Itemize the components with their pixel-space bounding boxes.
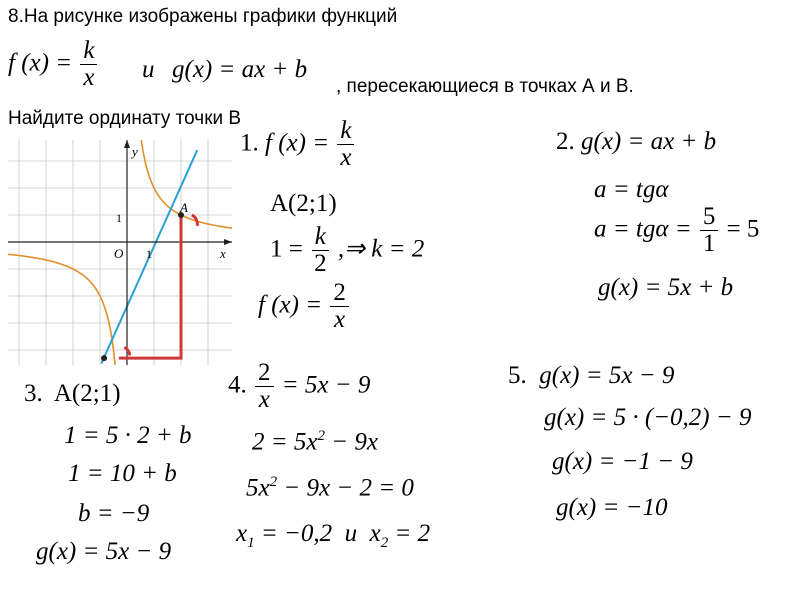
function-graph — [8, 140, 232, 365]
point-b — [101, 355, 107, 361]
step4-roots: $x_1 = -0,2$ и $x_2 = 2$ — [236, 520, 431, 551]
step4-line2: $2 = 5x^2 - 9x$ — [252, 428, 378, 456]
step5-line1: 5. g(x) = 5x − 9 — [508, 362, 675, 389]
step5-line4: g(x) = −10 — [556, 494, 668, 521]
g-definition: g(x) = ax + b — [172, 56, 308, 83]
problem-title: 8.На рисунке изображены графики функций — [8, 6, 398, 27]
problem-question: Найдите ординату точки В — [8, 108, 242, 129]
step3-line1: 1 = 5 · 2 + b — [64, 422, 192, 449]
step2-line2: a = tgα — [594, 176, 669, 203]
step1-f: 1. f (x) = $\frac{k}{x}$ — [240, 118, 356, 172]
point-a-label: A — [180, 200, 188, 215]
step4-line3: $5x^2 - 9x - 2 = 0$ — [246, 474, 414, 502]
origin-label: O — [114, 246, 124, 261]
problem-tail: , пересекающиеся в точках А и В. — [336, 76, 634, 97]
step3-line4: g(x) = 5x − 9 — [36, 538, 172, 565]
x-one-label: 1 — [146, 247, 152, 261]
step3-point: 3. A(2;1) — [24, 380, 121, 407]
step4-line1: 4. $\frac{2}{x}$ = 5x − 9 — [228, 359, 371, 414]
step2-line4: g(x) = 5x + b — [598, 274, 734, 301]
f-definition: f (x) = $\frac{k}{x}$ — [8, 38, 99, 92]
step5-line2: g(x) = 5 · (−0,2) − 9 — [544, 404, 752, 431]
y-axis-label: y — [132, 144, 138, 159]
step2-line3: a = tgα = $\frac{5}{1}$ = 5 — [594, 203, 760, 258]
step3-line2: 1 = 10 + b — [68, 460, 177, 487]
step2-line1: 2. g(x) = ax + b — [556, 128, 717, 155]
step3-line3: b = −9 — [78, 500, 150, 527]
y-one-label: 1 — [116, 211, 122, 225]
step1-point: A(2;1) — [270, 190, 337, 217]
step1-equation: 1 = $\frac{k}{2}$ ,⇒ k = 2 — [270, 223, 425, 278]
conjunction: и — [142, 56, 155, 83]
step1-result: f (x) = $\frac{2}{x}$ — [258, 280, 351, 334]
step5-line3: g(x) = −1 − 9 — [552, 448, 693, 475]
x-axis-label: x — [220, 246, 226, 261]
